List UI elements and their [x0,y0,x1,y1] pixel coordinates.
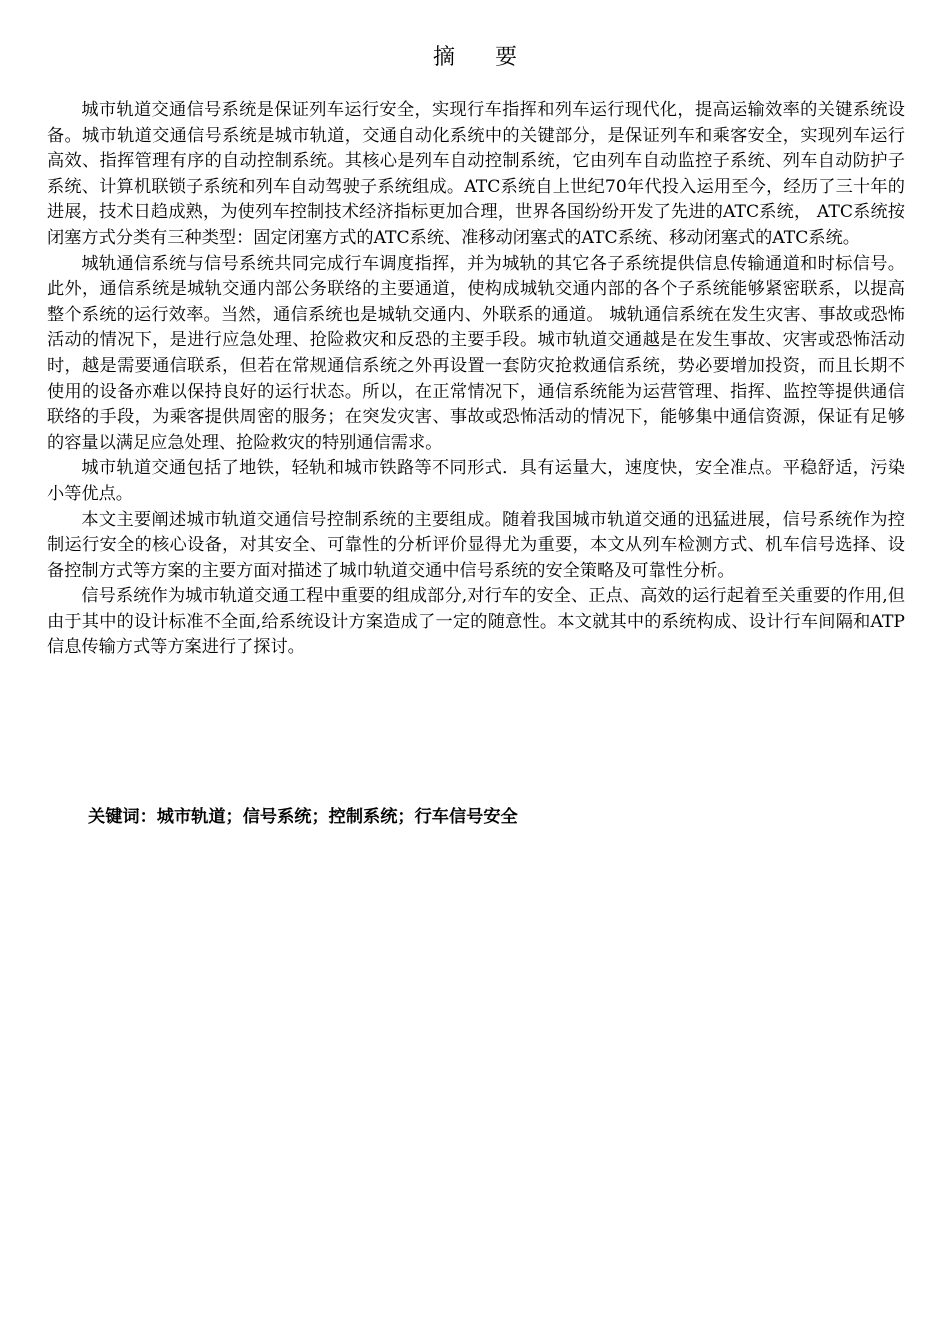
abstract-paragraph-1: 城市轨道交通信号系统是保证列车运行安全，实现行车指挥和列车运行现代化，提高运输效率的关键系统设备。城市轨道交通信号系统是城市轨道，交通自动化系统中的关键部分，是保证列车和乘客安全，实现列车运行高效、指挥管理有序的自动控制系统。其核心是列车自动控制系统，它由列车自动监控子系统、列车自动防护子系统、计算机联锁子系统和列车自动驾驶子系统组成。ATC系统自上世纪70年代投入运用至今，经历了三十年的进展，技术日趋成熟，为使列车控制技术经济指标更加合理，世界各国纷纷开发了先进的ATC系统， ATC系统按闭塞方式分类有三种类型：固定闭塞方式的ATC系统、准移动闭塞式的ATC系统、移动闭塞式的ATC系统。 [47,100,905,248]
abstract-paragraph-3: 城市轨道交通包括了地铁，轻轨和城市铁路等不同形式．具有运量大，速度快，安全准点。平稳舒适，污染小等优点。 [47,458,905,504]
abstract-body [47,98,905,661]
abstract-title: 摘要 [432,45,557,70]
abstract-paragraph-5: 信号系统作为城市轨道交通工程中重要的组成部分,对行车的安全、正点、高效的运行起着至关重要的作用,但由于其中的设计标准不全面,给系统设计方案造成了一定的随意性。本文就其中的系统构成、设计行车间隔和ATP 信息传输方式等方案进行了探讨。 [47,586,905,658]
keywords-line: 关键词：城市轨道；信号系统；控制系统；行车信号安全 [88,807,518,827]
abstract-paragraph-4: 本文主要阐述城市轨道交通信号控制系统的主要组成。随着我国城市轨道交通的迅猛进展，信号系统作为控制运行安全的核心设备，对其安全、可靠性的分析评价显得尤为重要，本文从列车检测方式、机车信号选择、设备控制方式等方案的主要方面对描述了城巾轨道交通中信号系统的安全策略及可靠性分析。 [47,509,905,581]
abstract-paragraph-2: 城轨通信系统与信号系统共同完成行车调度指挥，并为城轨的其它各子系统提供信息传输通道和时标信号。此外，通信系统是城轨交通内部公务联络的主要通道，使构成城轨交通内部的各个子系统能够紧密联系，以提高整个系统的运行效率。当然，通信系统也是城轨交通内、外联系的通道。 城轨通信系统在发生灾害、事故或恐怖活动的情况下，是进行应急处理、抢险救灾和反恐的主要手段。城市轨道交通越是在发生事故、灾害或恐怖活动时，越是需要通信联系，但若在常规通信系统之外再设置一套防灾抢救通信系统，势必要增加投资，而且长期不使用的设备亦难以保持良好的运行状态。所以，在正常情况下，通信系统能为运营管理、指挥、监控等提供通信联络的手段，为乘客提供周密的服务；在突发灾害、事故或恐怖活动的情况下，能够集中通信资源，保证有足够的容量以满足应急处理、抢险救灾的特别通信需求。 [47,253,905,453]
